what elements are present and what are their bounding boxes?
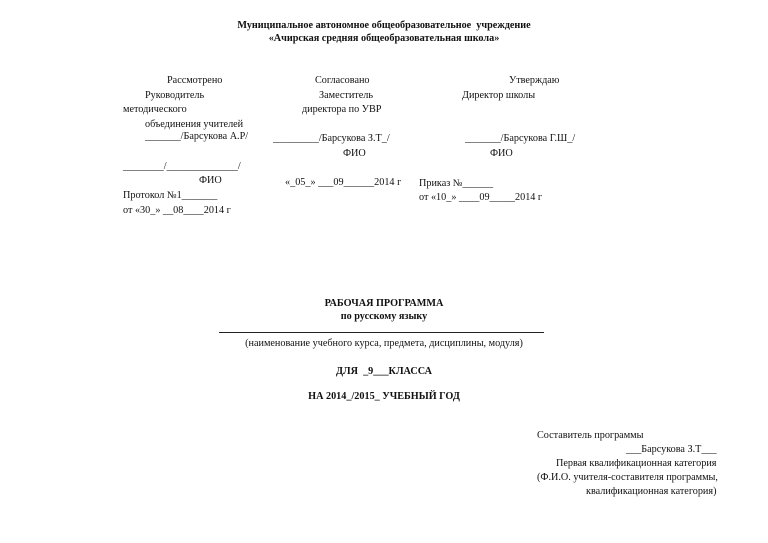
reviewed-role-3: объединения учителей	[145, 119, 244, 130]
reviewed-role-2: методического	[123, 104, 187, 115]
author-label: Составитель программы	[537, 430, 644, 441]
school-name-line: «Ачирская средняя общеобразовательная школа»	[268, 33, 500, 44]
agreed-signature: _________/Барсукова З.Т_/	[273, 133, 390, 144]
approved-role: Директор школы	[462, 90, 536, 101]
author-category: Первая квалификационная категория	[556, 458, 717, 469]
reviewed-protocol: Протокол №1_______	[123, 190, 218, 201]
author-note-2: квалификационная категория)	[586, 486, 717, 497]
approved-fio: ФИО	[490, 148, 513, 159]
approved-signature: _______/Барсукова Г.Ш_/	[465, 133, 576, 144]
agreed-title: Согласовано	[315, 75, 370, 86]
program-underline	[219, 332, 544, 333]
reviewed-blank-signature: ________/______________/	[123, 161, 241, 172]
approved-date: от «10_» ____09_____2014 г	[419, 192, 543, 203]
approved-title: Утверждаю	[509, 75, 560, 86]
approved-order: Приказ №______	[419, 178, 494, 189]
program-year: НА 2014_/2015_ УЧЕБНЫЙ ГОД	[308, 391, 460, 402]
program-subject: по русскому языку	[340, 311, 428, 322]
reviewed-fio: ФИО	[199, 175, 222, 186]
program-grade: ДЛЯ _9___КЛАССА	[336, 366, 432, 377]
author-name: ___Барсукова З.Т___	[626, 444, 717, 455]
program-caption: (наименование учебного курса, предмета, дисциплины, модуля)	[245, 338, 523, 349]
program-title: РАБОЧАЯ ПРОГРАММА	[324, 298, 444, 309]
agreed-role-2: директора по УВР	[302, 104, 382, 115]
reviewed-date: от «30_» __08____2014 г	[123, 205, 231, 216]
reviewed-title: Рассмотрено	[167, 75, 223, 86]
agreed-date: «_05_» ___09______2014 г	[285, 177, 402, 188]
agreed-fio: ФИО	[343, 148, 366, 159]
reviewed-signature: _______/Барсукова А.Р/	[145, 131, 249, 142]
school-type-line: Муниципальное автономное общеобразовательное учреждение	[237, 20, 531, 31]
agreed-role-1: Заместитель	[319, 90, 373, 101]
author-note-1: (Ф.И.О. учителя-составителя программы,	[537, 472, 718, 483]
reviewed-role-1: Руководитель	[145, 90, 205, 101]
